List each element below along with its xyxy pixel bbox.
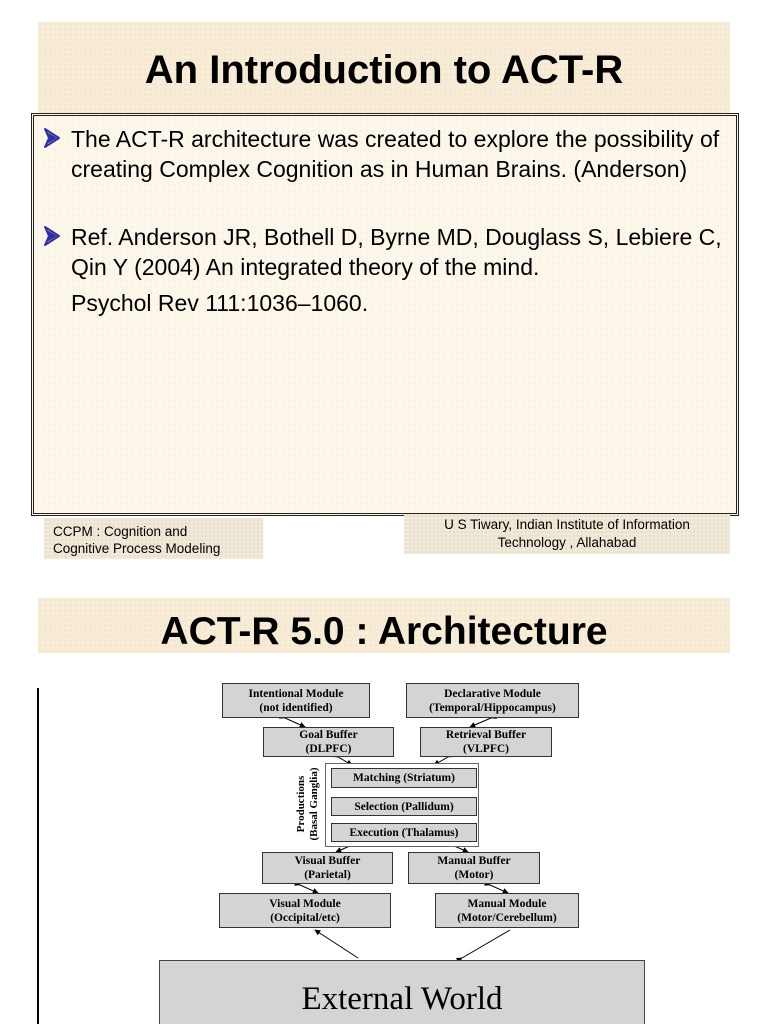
intentional-module-title: Intentional Module	[248, 687, 344, 700]
visual-module-title: Visual Module	[269, 897, 341, 910]
goal-buffer-title: Goal Buffer	[299, 729, 358, 741]
footer-author-line2: Technology , Allahabad	[497, 535, 637, 550]
retrieval-buffer-box	[420, 727, 552, 757]
productions-label-line2: (Basal Ganglia)	[308, 767, 320, 841]
visual-module-region: (Occipital/etc)	[270, 911, 340, 924]
declarative-module-title: Declarative Module	[444, 687, 541, 700]
manual-buffer-title: Manual Buffer	[437, 855, 511, 867]
bullet-text-2: Ref. Anderson JR, Bothell D, Byrne MD, Douglass S, Lebiere C, Qin Y (2004) An integrated theory of the mind.	[71, 224, 722, 280]
retrieval-buffer-region: (VLPFC)	[463, 743, 509, 755]
selection-box: Selection (Pallidum)	[331, 797, 477, 816]
visual-module-box	[219, 893, 391, 928]
manual-module-title: Manual Module	[467, 897, 547, 910]
bullet-text-2-citation: Psychol Rev 111:1036–1060.	[71, 290, 369, 316]
external-world-box: External World	[159, 960, 645, 1024]
slide2-title: ACT-R 5.0 : Architecture	[160, 610, 608, 653]
declarative-module-box	[406, 683, 579, 718]
declarative-module-region: (Temporal/Hippocampus)	[429, 701, 556, 714]
visual-buffer-region: (Parietal)	[304, 869, 351, 881]
visual-buffer-title: Visual Buffer	[294, 855, 361, 867]
matching-box: Matching (Striatum)	[331, 768, 477, 788]
manual-module-region: (Motor/Cerebellum)	[457, 911, 557, 924]
intentional-module-region: (not identified)	[259, 701, 333, 714]
footer-course-line1: CCPM : Cognition and	[53, 524, 188, 539]
visual-buffer-box	[262, 852, 393, 884]
bullet-text-1: The ACT-R architecture was created to explore the possibility of creating Complex Cognition as in Human Brains. (Anderson)	[71, 126, 720, 182]
manual-buffer-box	[408, 852, 540, 884]
intentional-module-box	[222, 683, 370, 718]
retrieval-buffer-title: Retrieval Buffer	[445, 729, 527, 741]
manual-buffer-region: (Motor)	[454, 869, 494, 881]
goal-buffer-region: (DLPFC)	[305, 743, 352, 755]
execution-box: Execution (Thalamus)	[331, 823, 477, 842]
goal-buffer-box	[263, 727, 394, 757]
footer-course-line2: Cognitive Process Modeling	[53, 541, 221, 556]
productions-label	[295, 749, 323, 859]
productions-label-line1: Productions	[295, 775, 307, 833]
footer-author-line1: U S Tiwary, Indian Institute of Information	[444, 517, 690, 532]
manual-module-box	[435, 893, 579, 928]
slide1-title: An Introduction to ACT-R	[144, 48, 624, 92]
